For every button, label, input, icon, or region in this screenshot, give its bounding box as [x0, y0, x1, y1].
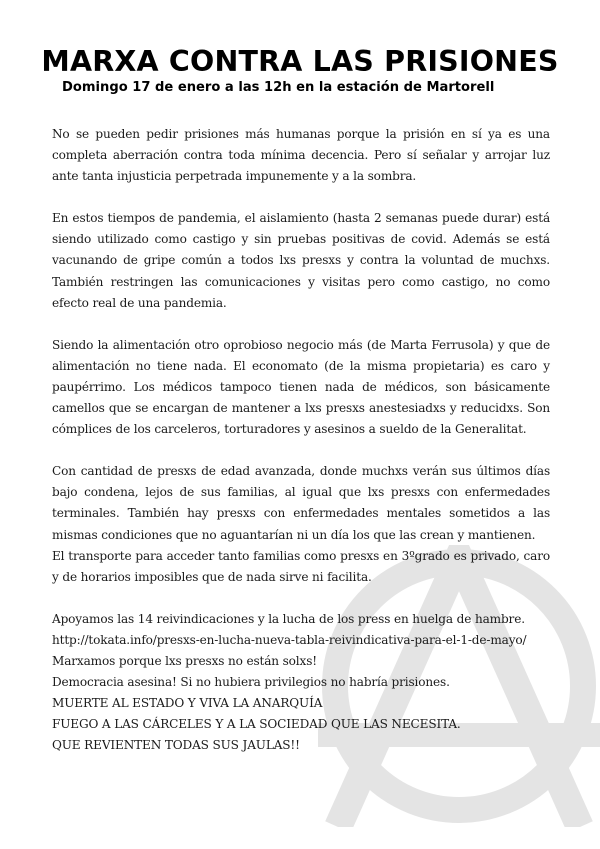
flyer-title: MARXA CONTRA LAS PRISIONES	[41, 45, 559, 78]
closing-line: Democracia asesina! Si no hubiera privilegios no habría prisiones.	[52, 675, 450, 690]
closing-line: Marxamos porque lxs presxs no están solxs!	[52, 653, 317, 668]
source-link-text: http://tokata.info/presxs-en-lucha-nueva-tabla-reivindicativa-para-el-1-de-mayo/	[52, 632, 527, 647]
paragraph: El transporte para acceder tanto familias como presxs en 3ºgrado es privado, caro y de horarios imposibles que de nada sirve ni facilita.	[52, 548, 550, 584]
slogan-line: QUE REVIENTEN TODAS SUS JAULAS!!	[52, 738, 300, 753]
paragraph: No se pueden pedir prisiones más humanas porque la prisión en sí ya es una completa aberración contra toda mínima decencia. Pero sí señalar y arrojar luz ante tanta injusticia perpetrada impunemente y a la sombra.	[52, 127, 550, 184]
paragraph: En estos tiempos de pandemia, el aislamiento (hasta 2 semanas puede durar) está siendo utilizado como castigo y sin pruebas positivas de covid. Además se está vacunando de gripe común a todos lxs presxs y contra la voluntad de muchxs. También restringen las comunicaciones y visitas pero como castigo, no como efecto real de una pandemia.	[52, 211, 550, 310]
paragraph: Siendo la alimentación otro oprobioso negocio más (de Marta Ferrusola) y que de alimentación no tiene nada. El economato (de la misma propietaria) es caro y paupérrimo. Los médicos tampoco tienen nada de médicos, son básicamente camellos que se encargan de mantener a lxs presxs anestesiadxs y reducidxs. Son cómplices de los carceleros, torturadores y asesinos a sueldo de la Generalitat.	[52, 337, 550, 437]
flyer-body	[52, 124, 550, 756]
slogan-line: FUEGO A LAS CÁRCELES Y A LA SOCIEDAD QUE LAS NECESITA.	[52, 717, 461, 732]
closing-line: Apoyamos las 14 reivindicaciones y la lucha de los press en huelga de hambre.	[52, 611, 525, 626]
paragraph: Con cantidad de presxs de edad avanzada, donde muchxs verán sus últimos días bajo condena, lejos de sus familias, al igual que lxs presxs con enfermedades terminales. También hay presxs con enfermedades mentales sometidos a las mismas condiciones que no aguantarían ni un día los que las crean y mantienen.	[52, 464, 550, 542]
closing-block	[52, 609, 550, 757]
flyer-subtitle: Domingo 17 de enero a las 12h en la estación de Martorell	[62, 80, 495, 95]
slogan-line: MUERTE AL ESTADO Y VIVA LA ANARQUÍA	[52, 696, 323, 711]
